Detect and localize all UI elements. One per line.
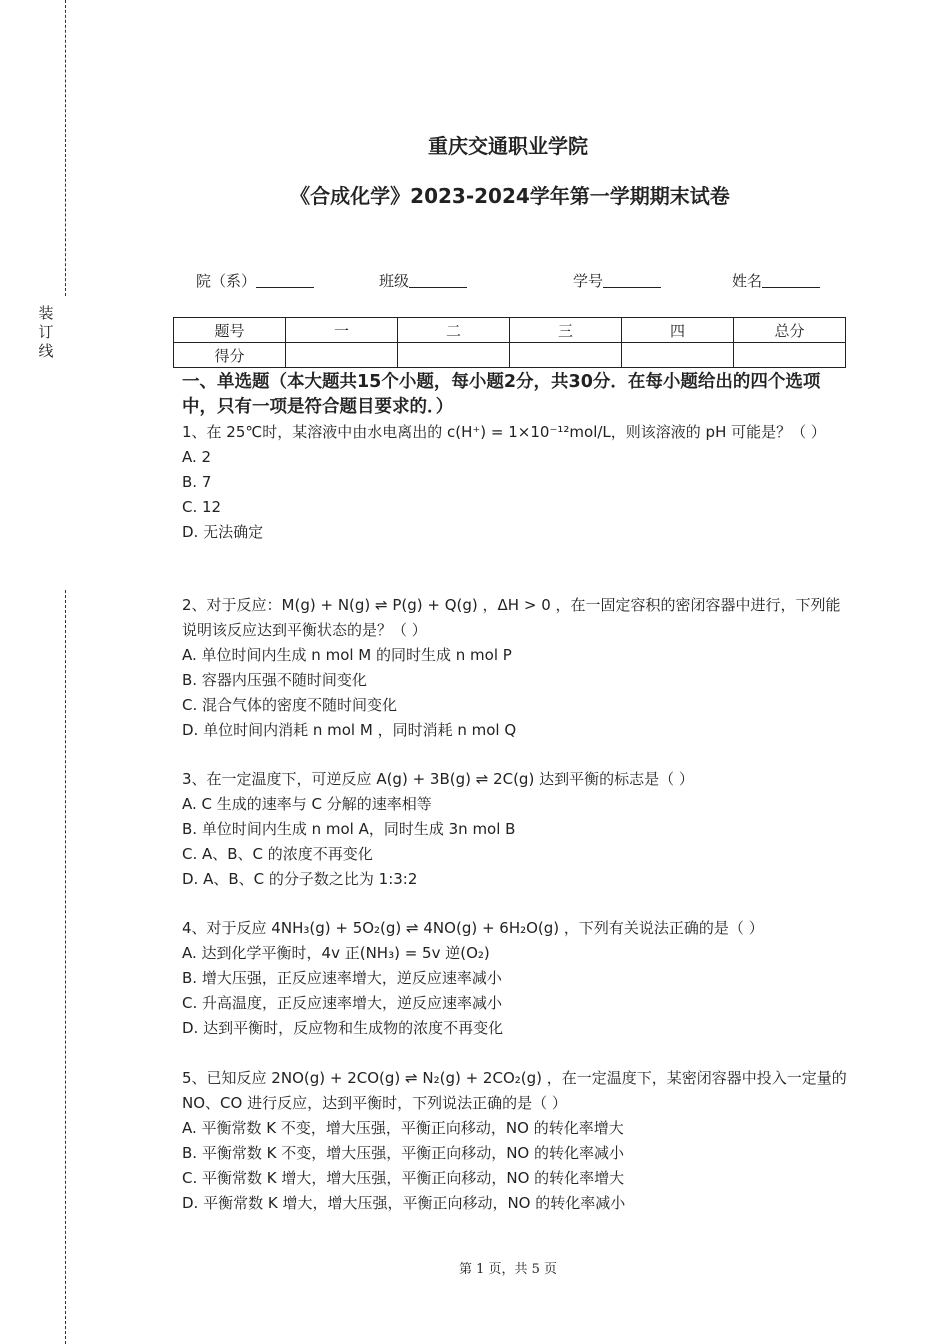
option-a: A. 单位时间内生成 n mol M 的同时生成 n mol P	[182, 646, 512, 664]
dept-field	[196, 270, 314, 291]
option-d: D. 平衡常数 K 增大，增大压强，平衡正向移动，NO 的转化率减小	[182, 1194, 626, 1212]
binding-char: 订	[38, 323, 54, 341]
score-table-header-row	[174, 318, 846, 343]
question-4	[182, 916, 847, 1041]
score-table-cell	[734, 343, 846, 368]
score-table-cell: 一	[286, 318, 398, 343]
option-d: D. 达到平衡时，反应物和生成物的浓度不再变化	[182, 1019, 504, 1037]
score-table-cell	[622, 343, 734, 368]
question-3	[182, 767, 847, 892]
question-stem: 4、对于反应 4NH₃(g) + 5O₂(g) ⇌ 4NO(g) + 6H₂O(g) ，下列有关说法正确的是（ ）	[182, 919, 764, 937]
binding-char: 装	[38, 304, 54, 322]
question-stem: 3、在一定温度下，可逆反应 A(g) + 3B(g) ⇌ 2C(g) 达到平衡的标志是（ ）	[182, 770, 694, 788]
option-c: C. 12	[182, 498, 222, 516]
score-table-cell: 得分	[174, 343, 286, 368]
exam-title: 《合成化学》2023-2024学年第一学期期末试卷	[290, 184, 730, 208]
option-c: C. 平衡常数 K 增大，增大压强，平衡正向移动，NO 的转化率增大	[182, 1169, 625, 1187]
option-b: B. 增大压强，正反应速率增大，逆反应速率减小	[182, 969, 502, 987]
score-table-cell: 二	[398, 318, 510, 343]
question-stem: 1、在 25℃时，某溶液中由水电离出的 c(H⁺) = 1×10⁻¹²mol/L，则该溶液的 pH 可能是？（ ）	[182, 423, 826, 441]
option-d: D. 单位时间内消耗 n mol M ，同时消耗 n mol Q	[182, 721, 517, 739]
score-table-cell: 题号	[174, 318, 286, 343]
score-table-cell	[398, 343, 510, 368]
question-stem: 5、已知反应 2NO(g) + 2CO(g) ⇌ N₂(g) + 2CO₂(g) ，在一定温度下，某密闭容器中投入一定量的 NO、CO 进行反应，达到平衡时，下列说法正确的是（ ）	[182, 1069, 847, 1112]
option-a: A. 2	[182, 448, 212, 466]
option-b: B. 平衡常数 K 不变，增大压强，平衡正向移动，NO 的转化率减小	[182, 1144, 624, 1162]
page-footer: 第 1 页，共 5 页	[458, 1262, 558, 1277]
name-field	[732, 270, 820, 291]
score-table-cell: 三	[510, 318, 622, 343]
score-table-cell	[510, 343, 622, 368]
dept-blank	[256, 272, 314, 288]
option-d: D. 无法确定	[182, 523, 264, 541]
class-label: 班级	[379, 272, 410, 290]
option-c: C. 混合气体的密度不随时间变化	[182, 696, 398, 714]
school-name: 重庆交通职业学院	[428, 134, 588, 158]
option-d: D. A、B、C 的分子数之比为 1:3:2	[182, 870, 418, 888]
option-c: C. 升高温度，正反应速率增大，逆反应速率减小	[182, 994, 503, 1012]
option-c: C. A、B、C 的浓度不再变化	[182, 845, 373, 863]
student-id-field	[573, 270, 661, 291]
binding-label	[37, 304, 55, 361]
score-table	[173, 317, 846, 368]
score-table-cell: 总分	[734, 318, 846, 343]
score-table-score-row	[174, 343, 846, 368]
question-stem: 2、对于反应：M(g) + N(g) ⇌ P(g) + Q(g) ，ΔH > 0 ，在一固定容积的密闭容器中进行，下列能说明该反应达到平衡状态的是？（ ）	[182, 596, 841, 639]
option-a: A. 达到化学平衡时，4v 正(NH₃) = 5v 逆(O₂)	[182, 944, 490, 962]
name-label: 姓名	[732, 272, 763, 290]
option-b: B. 容器内压强不随时间变化	[182, 671, 367, 689]
question-2	[182, 593, 847, 743]
student-id-label: 学号	[573, 272, 604, 290]
dept-label: 院（系）	[196, 272, 257, 290]
question-1	[182, 420, 847, 545]
binding-line-bottom	[65, 590, 66, 1344]
question-5	[182, 1066, 847, 1216]
class-blank	[409, 272, 467, 288]
option-a: A. C 生成的速率与 C 分解的速率相等	[182, 795, 432, 813]
name-blank	[762, 272, 820, 288]
score-table-cell	[286, 343, 398, 368]
section-heading: 一、单选题（本大题共15个小题，每小题2分，共30分．在每小题给出的四个选项中，只有一项是符合题目要求的．）	[182, 372, 821, 417]
option-a: A. 平衡常数 K 不变，增大压强，平衡正向移动，NO 的转化率增大	[182, 1119, 624, 1137]
binding-char: 线	[38, 342, 54, 360]
class-field	[379, 270, 467, 291]
score-table-cell: 四	[622, 318, 734, 343]
option-b: B. 单位时间内生成 n mol A，同时生成 3n mol B	[182, 820, 516, 838]
student-id-blank	[603, 272, 661, 288]
option-b: B. 7	[182, 473, 212, 491]
